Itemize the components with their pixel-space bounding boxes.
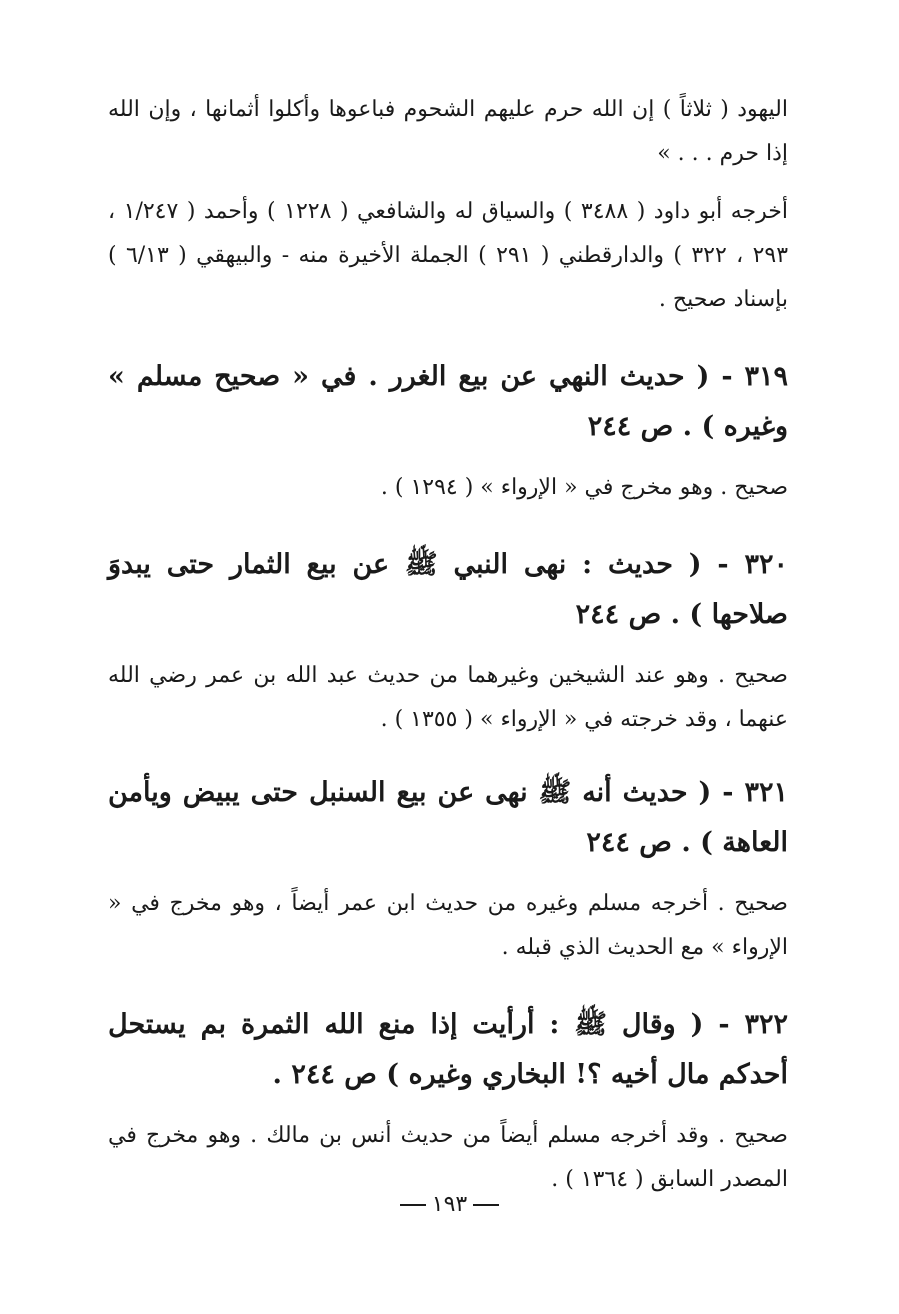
dash-right [473, 1204, 499, 1206]
hadith-heading-320: ٣٢٠ - ( حديث : نهى النبي ﷺ عن بيع الثمار حتى يبدوَ صلاحها ) . ص ٢٤٤ [108, 549, 788, 630]
page-number [0, 1192, 899, 1217]
page-number-text: ١٩٣ [431, 1192, 468, 1217]
ruling-320: صحيح . وهو عند الشيخين وغيرهما من حديث عبد الله بن عمر رضي الله عنهما ، وقد خرجته في « الإرواء » ( ١٣٥٥ ) . [108, 663, 788, 732]
hadith-heading-321: ٣٢١ - ( حديث أنه ﷺ نهى عن بيع السنبل حتى يبيض ويأمن العاهة ) . ص ٢٤٤ [108, 777, 788, 858]
ruling-322: صحيح . وقد أخرجه مسلم أيضاً من حديث أنس بن مالك . وهو مخرج في المصدر السابق ( ١٣٦٤ ) . [108, 1123, 788, 1192]
paragraph-takhrij: أخرجه أبو داود ( ٣٤٨٨ ) والسياق له والشافعي ( ١٢٢٨ ) وأحمد ( ١/٢٤٧ ، ٢٩٣ ، ٣٢٢ ) والدارقطني ( ٢٩١ ) الجملة الأخيرة منه - والبيهقي ( ٦/١٣ ) بإسناد صحيح . [108, 199, 789, 312]
ruling-321: صحيح . أخرجه مسلم وغيره من حديث ابن عمر أيضاً ، وهو مخرج في « الإرواء » مع الحديث الذي قبله . [108, 891, 788, 960]
dash-left [400, 1204, 426, 1206]
hadith-heading-319: ٣١٩ - ( حديث النهي عن بيع الغرر . في « صحيح مسلم » وغيره ) . ص ٢٤٤ [108, 361, 788, 442]
paragraph-continuation: اليهود ( ثلاثاً ) إن الله حرم عليهم الشحوم فباعوها وأكلوا أثمانها ، وإن الله إذا حرم . . . » [108, 97, 788, 166]
page-body [108, 88, 788, 1202]
hadith-heading-322: ٣٢٢ - ( وقال ﷺ : أرأيت إذا منع الله الثمرة بم يستحل أحدكم مال أخيه ؟! البخاري وغيره ) ص ٢٤٤ . [108, 1009, 788, 1090]
ruling-319: صحيح . وهو مخرج في « الإرواء » ( ١٢٩٤ ) . [380, 475, 788, 500]
